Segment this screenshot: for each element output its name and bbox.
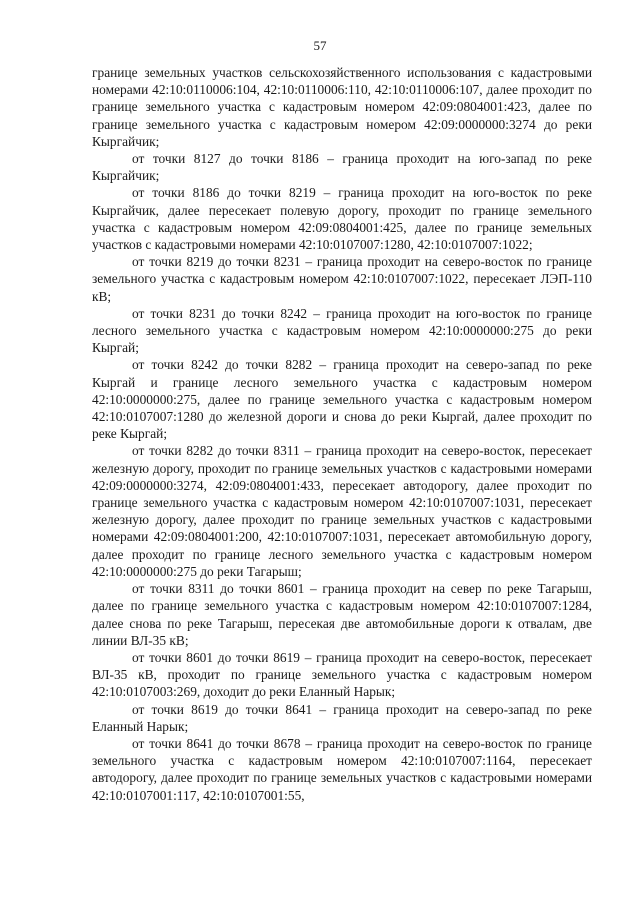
paragraph-segment-8311-8601: от точки 8311 до точки 8601 – граница проходит на север по реке Тагарыш, далее по границе земельного участка с кадастровым номером 42:10:0107007:1284, далее снова по реке Тагарыш, пересекая две автомобильные дороги к отвалам, две линии ВЛ-35 кВ; (92, 581, 592, 648)
paragraph-segment-8127-8186: от точки 8127 до точки 8186 – граница проходит на юго-запад по реке Кыргайчик; (92, 151, 592, 184)
paragraph-continuation: границе земельных участков сельскохозяйственного использования с кадастровыми номерами 42:10:0110006:104, 42:10:0110006:110, 42:10:0110006:107, далее проходит по границе земельного участка с кадастровым номером 42:09:0804001:423, далее по границе земельного участка с кадастровым номером 42:09:0000000:3274 до реки Кыргайчик; (92, 65, 592, 149)
page-number: 57 (313, 38, 327, 53)
paragraph-segment-8219-8231: от точки 8219 до точки 8231 – граница проходит на северо-восток по границе земельного участка с кадастровым номером 42:10:0107007:1022, пересекает ЛЭП-110 кВ; (92, 254, 592, 304)
paragraph-segment-8186-8219: от точки 8186 до точки 8219 – граница проходит на юго-восток по реке Кыргайчик, далее пересекает полевую дорогу, проходит по границе земельного участка с кадастровым номером 42:09:0804001:425, далее по границе земельных участков с кадастровыми номерами 42:10:0107007:1280, 42:10:0107007:1022; (92, 185, 592, 253)
paragraph-segment-8619-8641: от точки 8619 до точки 8641 – граница проходит на северо-запад по реке Еланный Нарык; (92, 701, 592, 734)
paragraph-segment-8282-8311: от точки 8282 до точки 8311 – граница проходит на северо-восток, пересекает железную дорогу, проходит по границе земельных участков с кадастровыми номерами 42:09:0000000:3274, 42:09:0804001:433, пересекает автодорогу, далее проходит по границе земельного участка с кадастровым номером 42:10:0107007:1031, пересекает железную дорогу, далее проходит по границе земельных участков с кадастровыми номерами 42:09:0804001:200, 42:10:0107007:1031, пересекает автомобильную дорогу, далее проходит по границе лесного земельного участка с кадастровым номером 42:10:0000000:275 до реки Тагарыш; (92, 443, 592, 579)
paragraph-segment-8641-8678: от точки 8641 до точки 8678 – граница проходит на северо-восток по границе земельного участка с кадастровым номером 42:10:0107007:1164, пересекает автодорогу, далее проходит по границе земельных участков с кадастровыми номерами 42:10:0107001:117, 42:10:0107001:55, (92, 735, 592, 803)
paragraph-segment-8601-8619: от точки 8601 до точки 8619 – граница проходит на северо-восток, пересекает ВЛ-35 кВ, проходит по границе земельного участка с кадастровым номером 42:10:0107003:269, доходит до реки Еланный Нарык; (92, 649, 592, 700)
paragraph-segment-8231-8242: от точки 8231 до точки 8242 – граница проходит на юго-восток по границе лесного земельного участка с кадастровым номером 42:10:0000000:275 до реки Кыргай; (92, 305, 592, 356)
document-body (92, 64, 592, 804)
paragraph-segment-8242-8282: от точки 8242 до точки 8282 – граница проходит на северо-запад по реке Кыргай и границе лесного земельного участка с кадастровым номером 42:10:0000000:275, далее по границе земельного участка с кадастровым номером 42:10:0107007:1280 до железной дороги и снова до реки Кыргай, далее проходит по реке Кыргай; (92, 357, 592, 442)
